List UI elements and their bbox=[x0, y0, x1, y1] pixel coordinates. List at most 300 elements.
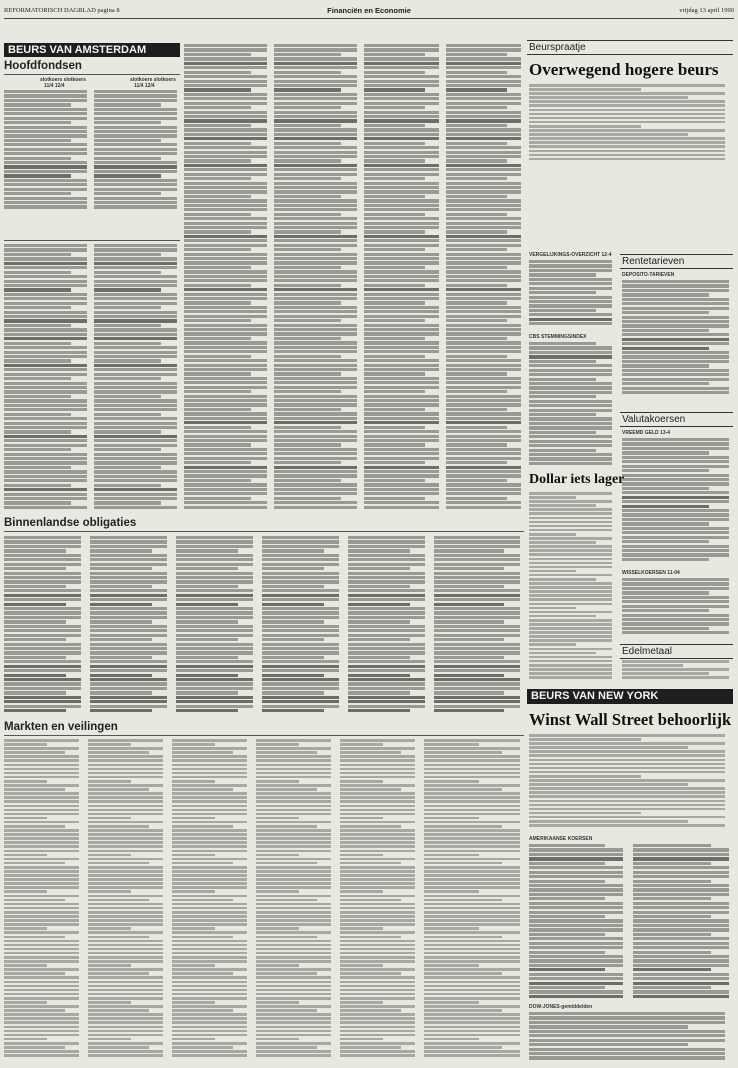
beurspraatje-headline: Overwegend hogere beurs bbox=[529, 60, 719, 79]
text-line bbox=[529, 759, 725, 762]
text-line bbox=[424, 833, 520, 836]
table-row bbox=[90, 651, 167, 654]
text-line bbox=[424, 895, 520, 898]
table-row bbox=[184, 195, 251, 198]
table-row bbox=[184, 435, 267, 438]
table-row bbox=[4, 201, 87, 204]
text-line bbox=[424, 776, 520, 779]
text-line bbox=[4, 968, 79, 971]
text-line bbox=[4, 1038, 47, 1041]
table-row bbox=[184, 377, 267, 380]
text-line bbox=[256, 886, 331, 889]
table-row bbox=[4, 700, 81, 703]
text-line bbox=[172, 788, 233, 791]
table-row bbox=[434, 563, 520, 566]
table-row bbox=[529, 893, 623, 896]
table-row bbox=[622, 536, 729, 539]
text-line bbox=[256, 1046, 317, 1049]
text-line bbox=[88, 1046, 149, 1049]
text-line bbox=[172, 809, 247, 812]
table-row bbox=[184, 230, 251, 233]
table-row bbox=[184, 297, 267, 300]
table-row bbox=[274, 421, 357, 424]
table-row bbox=[364, 474, 439, 477]
text-line bbox=[172, 931, 247, 934]
text-line bbox=[256, 751, 317, 754]
table-row bbox=[364, 239, 439, 242]
table-row bbox=[94, 205, 177, 208]
text-line bbox=[529, 158, 725, 161]
table-row bbox=[529, 404, 612, 407]
text-line bbox=[172, 1021, 247, 1024]
table-row bbox=[274, 412, 357, 415]
table-row bbox=[94, 461, 177, 464]
text-line bbox=[256, 878, 331, 881]
hoofdfondsen-dates: 11/4 12/4 bbox=[44, 83, 65, 89]
table-row bbox=[446, 297, 521, 300]
table-row bbox=[364, 399, 439, 402]
table-row bbox=[364, 457, 439, 460]
text-line bbox=[256, 768, 331, 771]
text-line bbox=[529, 154, 725, 157]
table-row bbox=[348, 665, 425, 668]
table-row bbox=[434, 651, 520, 654]
table-row bbox=[274, 257, 357, 260]
table-row bbox=[364, 119, 439, 122]
table-row bbox=[622, 609, 709, 612]
table-row bbox=[434, 665, 520, 668]
table-row bbox=[348, 545, 425, 548]
text-line bbox=[256, 747, 331, 750]
table-row bbox=[364, 492, 439, 495]
text-line bbox=[340, 821, 415, 824]
text-line bbox=[424, 1026, 520, 1029]
table-row bbox=[184, 315, 267, 318]
table-row bbox=[364, 426, 425, 429]
text-line bbox=[4, 792, 79, 795]
table-row bbox=[364, 270, 439, 273]
text-line bbox=[88, 911, 163, 914]
table-row bbox=[184, 399, 267, 402]
table-row bbox=[94, 497, 177, 500]
table-row bbox=[364, 310, 439, 313]
table-row bbox=[274, 124, 341, 127]
table-row bbox=[274, 182, 357, 185]
text-line bbox=[424, 890, 479, 893]
table-row bbox=[262, 567, 324, 570]
text-line bbox=[340, 858, 415, 861]
table-row bbox=[633, 928, 729, 931]
table-row bbox=[4, 183, 87, 186]
table-row bbox=[90, 705, 167, 708]
text-line bbox=[88, 1030, 163, 1033]
text-line bbox=[88, 981, 163, 984]
table-row bbox=[184, 483, 267, 486]
table-row bbox=[364, 177, 425, 180]
table-row bbox=[633, 982, 729, 985]
table-row bbox=[90, 638, 152, 641]
table-row bbox=[176, 545, 253, 548]
table-row bbox=[274, 173, 357, 176]
table-row bbox=[94, 161, 177, 164]
text-line bbox=[172, 993, 247, 996]
text-line bbox=[4, 784, 79, 787]
table-row bbox=[364, 488, 439, 491]
text-line bbox=[88, 1042, 163, 1045]
text-line bbox=[340, 854, 383, 857]
table-row bbox=[364, 88, 425, 91]
table-row bbox=[348, 603, 410, 606]
table-row bbox=[4, 117, 87, 120]
text-line bbox=[256, 1030, 331, 1033]
table-row bbox=[184, 332, 267, 335]
text-line bbox=[340, 817, 383, 820]
table-row bbox=[446, 80, 521, 83]
text-line bbox=[340, 940, 415, 943]
text-line bbox=[256, 837, 331, 840]
table-row bbox=[184, 417, 267, 420]
text-line bbox=[529, 521, 612, 524]
text-line bbox=[529, 820, 688, 823]
table-row bbox=[184, 151, 267, 154]
table-row bbox=[348, 691, 410, 694]
text-line bbox=[88, 1009, 149, 1012]
text-line bbox=[4, 821, 79, 824]
table-row bbox=[446, 93, 521, 96]
text-line bbox=[4, 976, 79, 979]
table-row bbox=[529, 911, 623, 914]
text-line bbox=[340, 927, 383, 930]
table-row bbox=[622, 496, 729, 499]
text-line bbox=[88, 964, 131, 967]
table-row bbox=[4, 563, 81, 566]
text-line bbox=[529, 594, 612, 597]
table-row bbox=[4, 130, 87, 133]
table-row bbox=[529, 880, 605, 883]
page-label: REFORMATORISCH DAGBLAD pagina 8 bbox=[4, 7, 120, 14]
table-row bbox=[4, 647, 81, 650]
table-row bbox=[446, 332, 521, 335]
vergelijkings-table bbox=[529, 260, 615, 330]
text-line bbox=[529, 517, 612, 520]
table-row bbox=[90, 558, 167, 561]
table-row bbox=[4, 143, 87, 146]
text-line bbox=[529, 566, 612, 569]
table-row bbox=[446, 186, 521, 189]
text-line bbox=[4, 1009, 65, 1012]
table-row bbox=[446, 230, 507, 233]
beurspraatje-header: Beurspraatje bbox=[527, 40, 733, 55]
text-line bbox=[4, 874, 79, 877]
table-row bbox=[434, 549, 504, 552]
table-row bbox=[94, 253, 161, 256]
text-line bbox=[340, 845, 415, 848]
text-line bbox=[4, 858, 79, 861]
text-line bbox=[256, 882, 331, 885]
table-row bbox=[184, 97, 267, 100]
table-row bbox=[274, 239, 357, 242]
table-row bbox=[184, 226, 267, 229]
table-row bbox=[274, 461, 341, 464]
table-row bbox=[364, 230, 425, 233]
text-line bbox=[256, 755, 331, 758]
table-row bbox=[529, 313, 612, 316]
table-row bbox=[262, 638, 324, 641]
table-row bbox=[184, 284, 251, 287]
table-row bbox=[90, 545, 167, 548]
table-row bbox=[90, 549, 152, 552]
text-line bbox=[256, 858, 331, 861]
table-row bbox=[4, 364, 87, 367]
table-row bbox=[4, 453, 87, 456]
table-row bbox=[274, 439, 357, 442]
text-line bbox=[256, 870, 331, 873]
table-row bbox=[262, 629, 339, 632]
table-row bbox=[622, 627, 709, 630]
table-row bbox=[633, 990, 729, 993]
text-line bbox=[340, 997, 415, 1000]
table-row bbox=[348, 607, 425, 610]
table-row bbox=[184, 497, 251, 500]
table-row bbox=[633, 911, 729, 914]
table-row bbox=[4, 656, 66, 659]
table-row bbox=[94, 457, 177, 460]
text-line bbox=[340, 764, 415, 767]
text-line bbox=[4, 989, 79, 992]
table-row bbox=[274, 359, 357, 362]
table-row bbox=[434, 611, 520, 614]
table-row bbox=[446, 306, 521, 309]
text-line bbox=[88, 764, 163, 767]
text-line bbox=[529, 750, 725, 753]
text-line bbox=[529, 496, 576, 499]
table-row bbox=[184, 492, 267, 495]
table-row bbox=[274, 93, 357, 96]
table-row bbox=[4, 179, 87, 182]
table-row bbox=[364, 470, 439, 473]
text-line bbox=[172, 886, 247, 889]
table-row bbox=[94, 359, 161, 362]
table-row bbox=[184, 213, 251, 216]
table-row bbox=[94, 404, 177, 407]
table-row bbox=[622, 600, 729, 603]
table-row bbox=[633, 897, 711, 900]
table-row bbox=[622, 302, 729, 305]
table-row bbox=[262, 611, 339, 614]
text-line bbox=[529, 121, 725, 124]
table-row bbox=[90, 589, 167, 592]
table-row bbox=[90, 554, 167, 557]
table-row bbox=[4, 395, 71, 398]
text-line bbox=[172, 944, 247, 947]
table-row bbox=[348, 549, 410, 552]
text-line bbox=[172, 1001, 215, 1004]
table-row bbox=[529, 409, 612, 412]
table-row bbox=[633, 995, 729, 998]
text-line bbox=[424, 923, 520, 926]
table-row bbox=[4, 461, 87, 464]
text-line bbox=[172, 981, 247, 984]
table-row bbox=[184, 457, 267, 460]
table-row bbox=[176, 665, 253, 668]
rentetarieven-header: Rentetarieven bbox=[620, 254, 733, 269]
table-row bbox=[446, 257, 521, 260]
text-line bbox=[172, 817, 215, 820]
date-label: vrijdag 13 april 1990 bbox=[679, 7, 734, 14]
table-row bbox=[622, 545, 729, 548]
table-row bbox=[529, 1021, 725, 1024]
table-row bbox=[434, 567, 504, 570]
table-row bbox=[184, 364, 267, 367]
table-row bbox=[348, 594, 425, 597]
table-row bbox=[176, 660, 253, 663]
text-line bbox=[340, 850, 415, 853]
table-row bbox=[529, 440, 612, 443]
table-row bbox=[184, 106, 251, 109]
obligaties-col-3 bbox=[176, 536, 256, 716]
table-row bbox=[364, 190, 439, 193]
text-line bbox=[4, 747, 79, 750]
table-row bbox=[529, 400, 612, 403]
table-row bbox=[364, 390, 425, 393]
table-row bbox=[184, 306, 267, 309]
stock-table-c bbox=[184, 44, 270, 514]
table-row bbox=[94, 192, 161, 195]
text-line bbox=[88, 948, 163, 951]
table-row bbox=[529, 964, 623, 967]
table-row bbox=[529, 422, 612, 425]
table-row bbox=[529, 457, 612, 460]
text-line bbox=[256, 907, 331, 910]
table-row bbox=[364, 337, 425, 340]
text-line bbox=[88, 972, 149, 975]
table-row bbox=[184, 115, 267, 118]
table-row bbox=[529, 919, 623, 922]
table-row bbox=[94, 188, 177, 191]
table-row bbox=[446, 319, 507, 322]
table-row bbox=[274, 435, 357, 438]
table-row bbox=[4, 576, 81, 579]
table-row bbox=[446, 412, 521, 415]
text-line bbox=[88, 858, 163, 861]
table-row bbox=[348, 687, 425, 690]
table-row bbox=[274, 306, 357, 309]
table-row bbox=[364, 164, 439, 167]
text-line bbox=[4, 837, 79, 840]
table-row bbox=[94, 311, 177, 314]
table-row bbox=[529, 884, 623, 887]
table-row bbox=[184, 128, 267, 131]
text-line bbox=[424, 1013, 520, 1016]
text-line bbox=[256, 788, 317, 791]
text-line bbox=[529, 545, 612, 548]
table-row bbox=[446, 190, 521, 193]
table-row bbox=[364, 288, 439, 291]
text-line bbox=[340, 968, 415, 971]
text-line bbox=[256, 759, 331, 762]
table-row bbox=[633, 884, 729, 887]
obligaties-col-4 bbox=[262, 536, 342, 716]
text-line bbox=[4, 923, 79, 926]
table-row bbox=[434, 691, 504, 694]
table-row bbox=[274, 80, 357, 83]
table-row bbox=[622, 527, 729, 530]
text-line bbox=[340, 981, 415, 984]
table-row bbox=[4, 382, 87, 385]
text-line bbox=[529, 791, 725, 794]
table-row bbox=[4, 620, 66, 623]
table-row bbox=[274, 417, 357, 420]
table-row bbox=[90, 607, 167, 610]
table-row bbox=[184, 461, 251, 464]
text-line bbox=[172, 964, 215, 967]
text-line bbox=[88, 895, 163, 898]
text-line bbox=[172, 841, 247, 844]
text-line bbox=[172, 858, 247, 861]
table-row bbox=[4, 426, 87, 429]
text-line bbox=[529, 137, 725, 140]
text-line bbox=[256, 866, 331, 869]
text-line bbox=[4, 845, 79, 848]
table-row bbox=[446, 359, 521, 362]
table-row bbox=[364, 71, 425, 74]
table-row bbox=[262, 598, 339, 601]
table-row bbox=[446, 195, 507, 198]
table-row bbox=[4, 669, 81, 672]
table-row bbox=[262, 580, 339, 583]
table-row bbox=[274, 395, 357, 398]
text-line bbox=[172, 747, 247, 750]
table-row bbox=[184, 102, 267, 105]
table-row bbox=[176, 594, 253, 597]
table-row bbox=[94, 390, 177, 393]
table-row bbox=[4, 705, 81, 708]
hoofdfondsen-table-right bbox=[94, 90, 180, 212]
table-row bbox=[4, 488, 87, 491]
text-line bbox=[529, 771, 725, 774]
table-row bbox=[90, 611, 167, 614]
table-row bbox=[364, 501, 439, 504]
text-line bbox=[88, 923, 163, 926]
table-row bbox=[446, 75, 521, 78]
table-row bbox=[274, 142, 341, 145]
text-line bbox=[256, 821, 331, 824]
table-row bbox=[364, 297, 439, 300]
text-line bbox=[88, 1038, 131, 1041]
text-line bbox=[4, 1050, 79, 1053]
table-row bbox=[184, 222, 267, 225]
text-line bbox=[424, 882, 520, 885]
text-line bbox=[424, 821, 520, 824]
table-row bbox=[348, 567, 410, 570]
table-row bbox=[446, 48, 521, 51]
text-line bbox=[88, 890, 131, 893]
text-line bbox=[172, 985, 247, 988]
beurs-amsterdam-header: BEURS VAN AMSTERDAM bbox=[4, 43, 180, 57]
text-line bbox=[172, 907, 247, 910]
table-row bbox=[364, 324, 439, 327]
table-row bbox=[184, 208, 267, 211]
table-row bbox=[274, 275, 357, 278]
table-row bbox=[274, 346, 357, 349]
text-line bbox=[424, 759, 520, 762]
table-row bbox=[633, 871, 729, 874]
table-row bbox=[446, 84, 521, 87]
text-line bbox=[88, 936, 149, 939]
text-line bbox=[340, 800, 415, 803]
table-row bbox=[364, 266, 425, 269]
beurs-new-york-header: BEURS VAN NEW YORK bbox=[527, 689, 733, 704]
